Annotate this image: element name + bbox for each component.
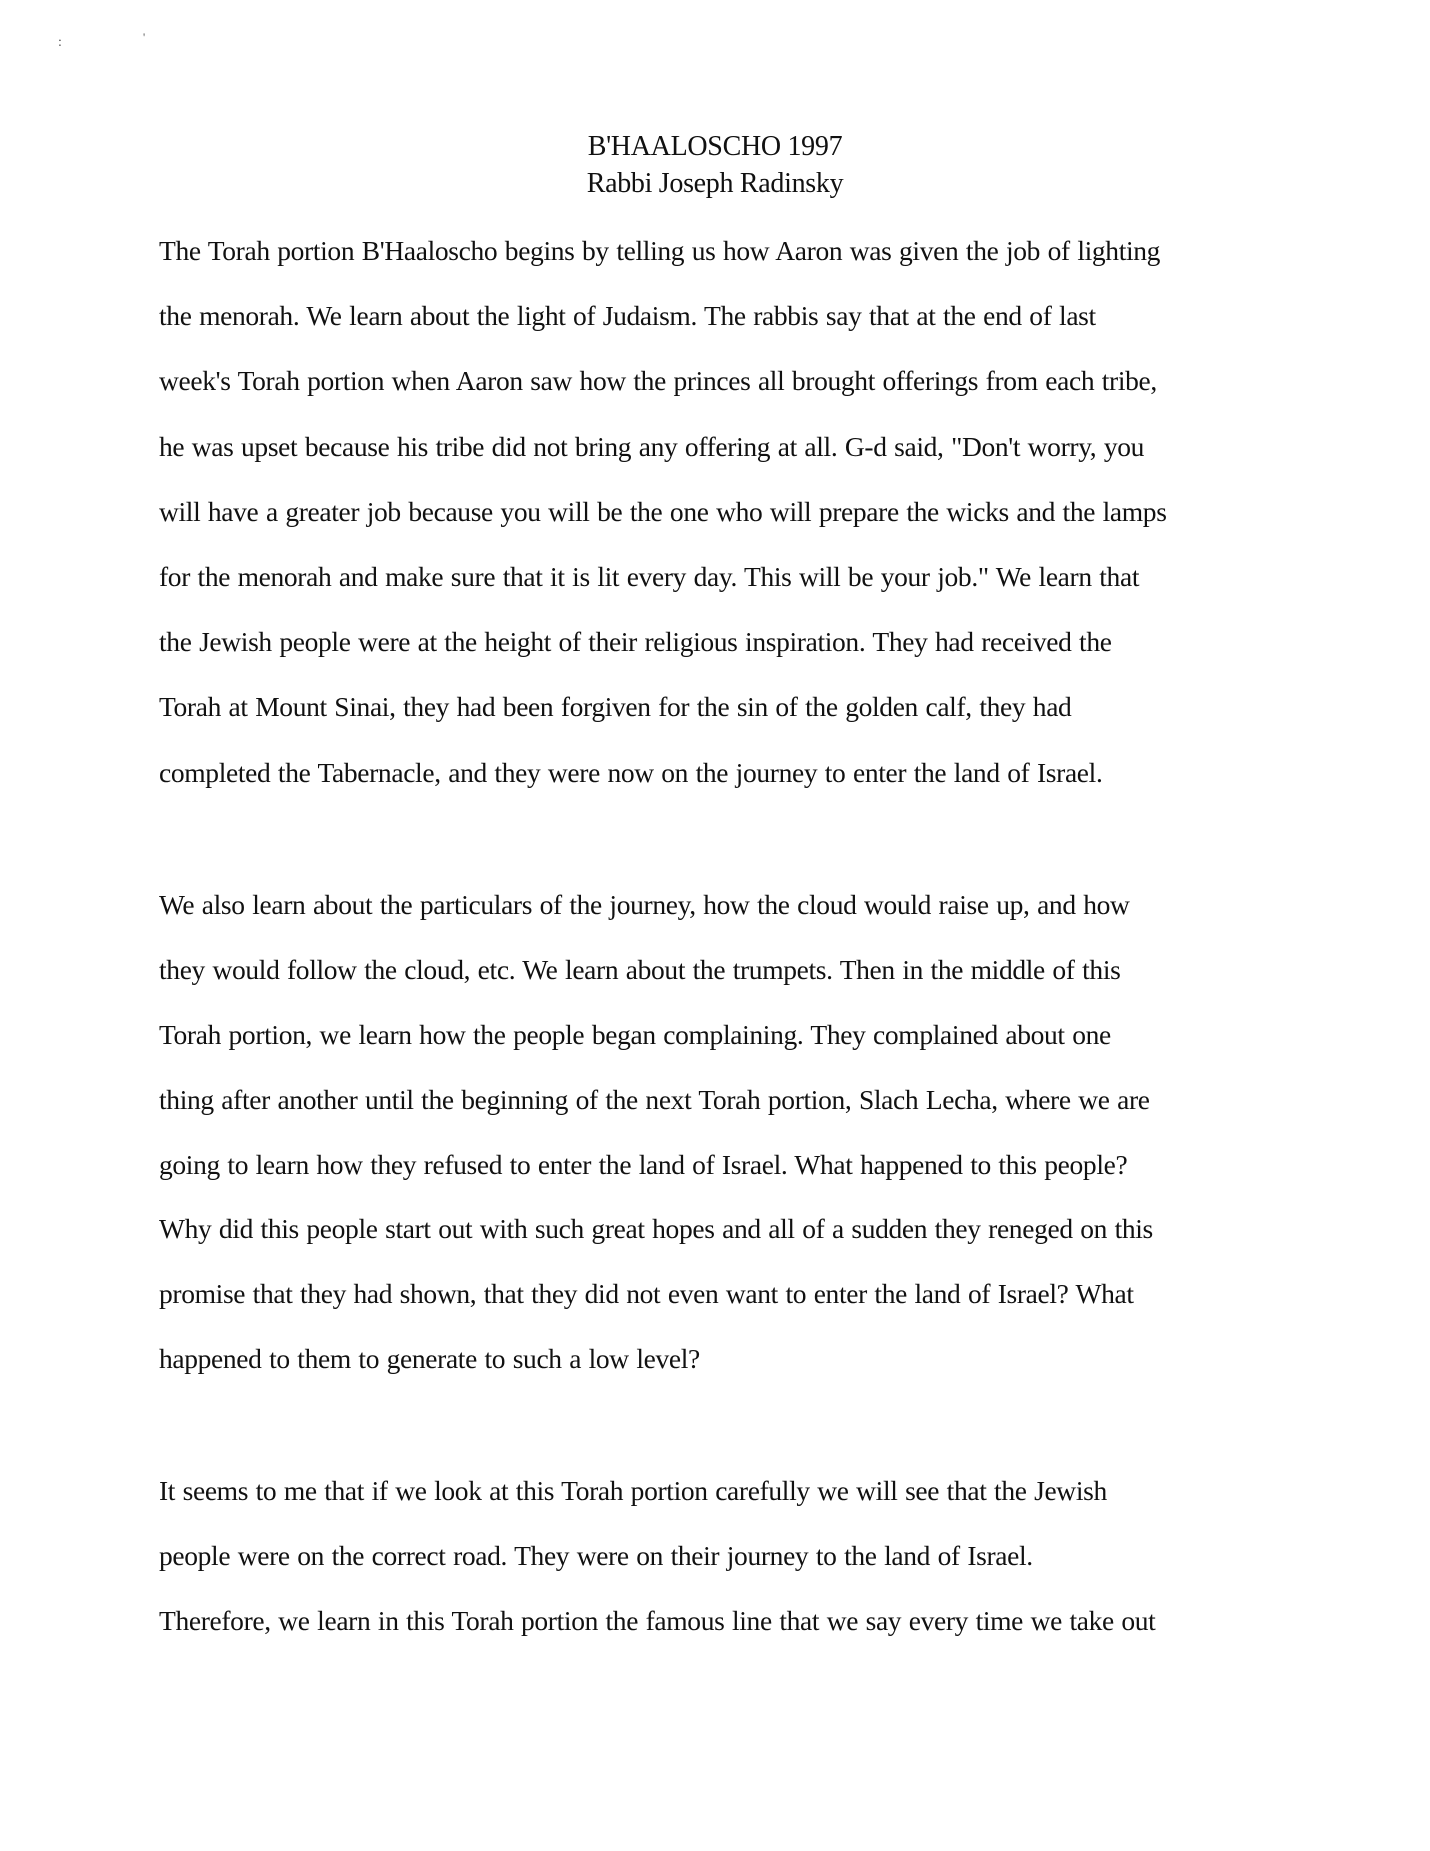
text-line: the Jewish people were at the height of their religious inspiration. They had received the <box>159 626 1112 657</box>
text-line: We also learn about the particulars of the journey, how the cloud would raise up, and how <box>159 889 1130 920</box>
text-line: people were on the correct road. They were on their journey to the land of Israel. <box>159 1540 1033 1571</box>
text-line: will have a greater job because you will be the one who will prepare the wicks and the lamps <box>159 496 1167 527</box>
document-author: Rabbi Joseph Radinsky <box>586 168 844 199</box>
text-line: week's Torah portion when Aaron saw how the princes all brought offerings from each tribe, <box>159 365 1157 396</box>
text-line: happened to them to generate to such a low level? <box>159 1343 700 1374</box>
text-line: It seems to me that if we look at this Torah portion carefully we will see that the Jewish <box>159 1475 1107 1506</box>
document-title: B'HAALOSCHO 1997 <box>587 131 843 162</box>
scan-mark: : <box>58 35 62 50</box>
text-line: the menorah. We learn about the light of Judaism. The rabbis say that at the end of last <box>159 300 1096 331</box>
text-line: for the menorah and make sure that it is lit every day. This will be your job." We learn that <box>159 561 1140 592</box>
document-header <box>0 128 1430 202</box>
text-line: Therefore, we learn in this Torah portion the famous line that we say every time we take out <box>159 1605 1156 1636</box>
text-line: completed the Tabernacle, and they were now on the journey to enter the land of Israel. <box>159 757 1103 788</box>
text-line: he was upset because his tribe did not bring any offering at all. G-d said, "Don't worry, you <box>159 431 1145 462</box>
scan-mark: ' <box>143 30 146 44</box>
text-line: Torah portion, we learn how the people began complaining. They complained about one <box>159 1019 1111 1050</box>
text-line: they would follow the cloud, etc. We learn about the trumpets. Then in the middle of this <box>159 954 1121 985</box>
text-line: thing after another until the beginning of the next Torah portion, Slach Lecha, where we are <box>159 1084 1150 1115</box>
text-line: The Torah portion B'Haaloscho begins by telling us how Aaron was given the job of lighting <box>159 235 1161 266</box>
text-line: promise that they had shown, that they did not even want to enter the land of Israel? What <box>159 1278 1134 1309</box>
text-line: Why did this people start out with such great hopes and all of a sudden they reneged on this <box>159 1213 1153 1244</box>
text-line: Torah at Mount Sinai, they had been forgiven for the sin of the golden calf, they had <box>159 691 1072 722</box>
text-line: going to learn how they refused to enter the land of Israel. What happened to this people? <box>159 1149 1128 1180</box>
